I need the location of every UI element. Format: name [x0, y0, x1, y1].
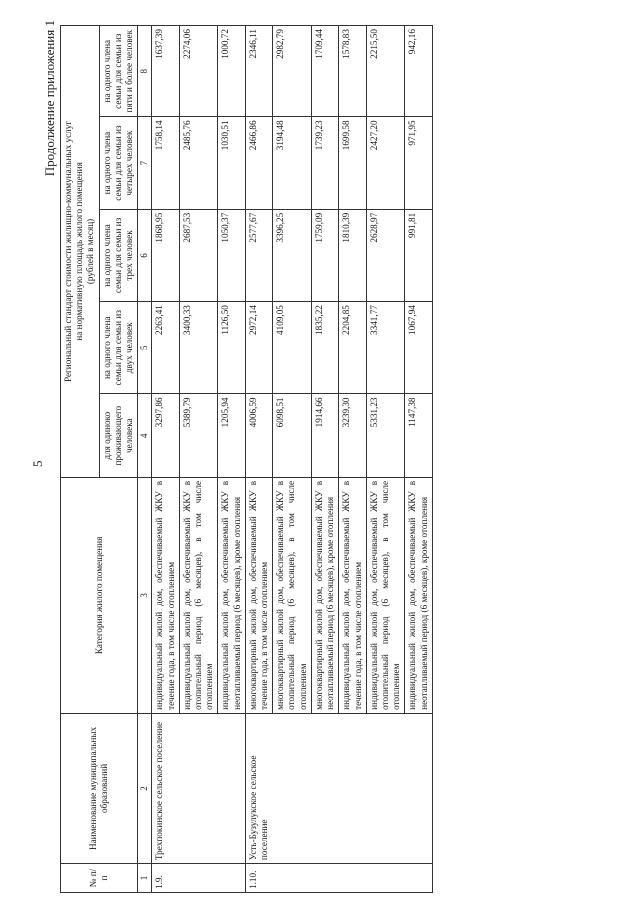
value-fam4: 971,95 [405, 117, 432, 209]
value-fam2: 3400,33 [179, 302, 218, 394]
value-fam4: 2466,86 [245, 117, 272, 209]
value-fam2: 2972,14 [245, 302, 272, 394]
value-fam5: 1000,72 [218, 26, 245, 117]
value-fam2: 1126,50 [218, 302, 245, 394]
value-fam4: 1758,14 [152, 117, 179, 209]
value-single: 1147,38 [405, 394, 432, 477]
value-fam5: 2215,50 [366, 26, 405, 117]
value-fam5: 1637,39 [152, 26, 179, 117]
row-number: 1.9. [152, 864, 246, 893]
header-standard-group [61, 26, 100, 478]
value-fam3: 1868,95 [152, 209, 179, 301]
value-fam2: 2204,85 [339, 302, 366, 394]
value-single: 3239,30 [339, 394, 366, 477]
value-fam4: 1699,58 [339, 117, 366, 209]
header-standard-line2: на нормативную площадь жилого помещения [74, 162, 85, 341]
housing-category: индивидуальный жилой дом, обеспечиваемый ЖКУ в отопительный период (6 месяцев), в том числе отоплением [366, 477, 405, 713]
column-number: 3 [138, 477, 152, 713]
value-fam3: 1050,37 [218, 209, 245, 301]
table-row [152, 26, 179, 893]
housing-category: индивидуальный жилой дом, обеспечиваемый ЖКУ в течение года, в том числе отоплением [152, 477, 179, 713]
column-number: 2 [138, 713, 152, 863]
value-fam3: 1810,39 [339, 209, 366, 301]
housing-category: многоквартирный жилой дом, обеспечиваемый ЖКУ в отопительный период (6 месяцев), в том числе отоплением [273, 477, 312, 713]
header-standard-line1: Региональный стандарт стоимости жилищно-коммунальных услуг [63, 120, 73, 383]
value-single: 1914,66 [311, 394, 338, 477]
appendix-title: Продолжение приложения 1 [42, 20, 57, 177]
value-fam3: 3396,25 [273, 209, 312, 301]
value-fam3: 1759,09 [311, 209, 338, 301]
value-fam2: 3341,77 [366, 302, 405, 394]
column-number: 4 [138, 394, 152, 477]
header-category: Категория жилого помещения [61, 477, 138, 713]
column-number: 5 [138, 302, 152, 394]
value-fam4: 1739,23 [311, 117, 338, 209]
housing-category: индивидуальный жилой дом, обеспечиваемый ЖКУ в неотапливаемый период (6 месяцев), кроме отопления [218, 477, 245, 713]
column-number: 1 [138, 864, 152, 893]
value-fam5: 942,16 [405, 26, 432, 117]
page-number: 5 [30, 460, 45, 467]
value-single: 4006,59 [245, 394, 272, 477]
value-fam2: 1835,22 [311, 302, 338, 394]
housing-category: индивидуальный жилой дом, обеспечиваемый ЖКУ в течение года, в том числе отоплением [339, 477, 366, 713]
housing-cost-standard-table [60, 25, 433, 893]
table-row [245, 26, 272, 893]
municipality-name: Усть-Бузулукское сельское поселение [245, 713, 432, 863]
value-fam2: 4109,05 [273, 302, 312, 394]
value-single: 5331,23 [366, 394, 405, 477]
header-municipality: Наименование муниципальных образований [61, 713, 138, 863]
value-fam2: 2263,41 [152, 302, 179, 394]
housing-category: многоквартирный жилой дом, обеспечиваемый ЖКУ в течение года, в том числе отоплением [245, 477, 272, 713]
value-fam5: 2274,06 [179, 26, 218, 117]
value-fam4: 3194,48 [273, 117, 312, 209]
value-fam5: 2346,11 [245, 26, 272, 117]
value-fam3: 2577,67 [245, 209, 272, 301]
value-fam3: 991,81 [405, 209, 432, 301]
value-fam5: 2982,79 [273, 26, 312, 117]
header-single: для одиноко проживающего человека [99, 394, 138, 477]
column-number: 8 [138, 26, 152, 117]
column-number-row [138, 26, 152, 893]
municipality-name: Трехпокинское сельское поселение [152, 713, 246, 863]
housing-category: многоквартирный жилой дом, обеспечиваемый ЖКУ в неотапливаемый период (6 месяцев), кроме отопления [311, 477, 338, 713]
housing-category: индивидуальный жилой дом, обеспечиваемый ЖКУ в неотапливаемый период (6 месяцев), кроме отопления [405, 477, 432, 713]
column-number: 6 [138, 209, 152, 301]
value-fam3: 2687,53 [179, 209, 218, 301]
value-fam4: 1030,51 [218, 117, 245, 209]
value-fam3: 2628,97 [366, 209, 405, 301]
housing-category: индивидуальный жилой дом, обеспечиваемый ЖКУ в отопительный период (6 месяцев), в том числе отоплением [179, 477, 218, 713]
value-single: 5389,79 [179, 394, 218, 477]
value-single: 6098,51 [273, 394, 312, 477]
header-fam2: на одного члена семьи для семьи из двух человек [99, 302, 138, 394]
header-num: № п/п [61, 864, 138, 893]
value-fam4: 2427,20 [366, 117, 405, 209]
row-number: 1.10. [245, 864, 432, 893]
column-number: 7 [138, 117, 152, 209]
value-fam5: 1709,44 [311, 26, 338, 117]
header-fam5: на одного члена семьи для семьи из пяти и более человек [99, 26, 138, 117]
header-fam3: на одного члена семьи для семьи из трех человек [99, 209, 138, 301]
value-fam4: 2485,76 [179, 117, 218, 209]
value-fam5: 1578,83 [339, 26, 366, 117]
value-single: 1205,94 [218, 394, 245, 477]
header-standard-line3: (рублей в месяц) [85, 218, 96, 285]
value-fam2: 1067,94 [405, 302, 432, 394]
header-fam4: на одного члена семьи для семьи из четырех человек [99, 117, 138, 209]
value-single: 3297,86 [152, 394, 179, 477]
